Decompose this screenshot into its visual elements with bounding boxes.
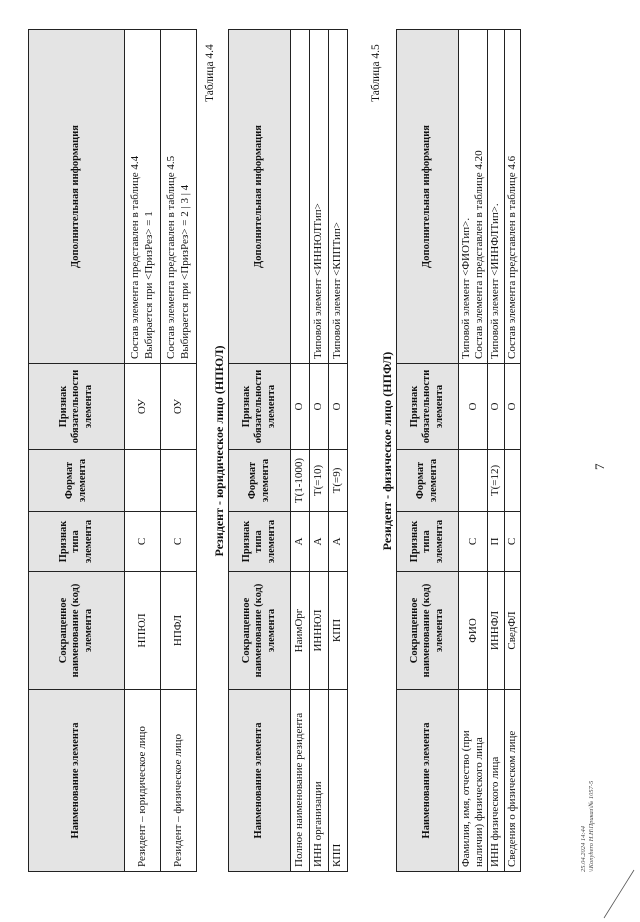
cell-type: С [459,512,488,572]
cell-format [459,450,488,512]
header-cell: Признак обязательности элемента [397,364,459,450]
table-row [329,30,348,872]
print-stamp [580,781,597,872]
table-label: Таблица 4.4 [204,44,216,102]
cell-format [504,450,520,512]
header-cell: Признак типа элемента [29,512,125,572]
cell-type: С [125,512,161,572]
cell-format: T(=10) [310,450,329,512]
table-row [310,30,329,872]
cell-format: T(1-1000) [291,450,310,512]
cell-required: ОУ [161,364,197,450]
table-row [504,30,520,872]
cell-type: А [310,512,329,572]
table-title: Резидент - юридическое лицо (НПЮЛ) [212,345,226,557]
header-cell: Признак обязательности элемента [29,364,125,450]
header-cell: Признак обязательности элемента [229,364,291,450]
cell-name: Фамилия, имя, отчество (при наличии) физического лица [459,690,488,872]
cell-format: T(=12) [488,450,504,512]
cell-info: Состав элемента представлен в таблице 4.6 [504,30,520,364]
page-number: 7 [592,463,607,470]
cell-required: О [310,364,329,450]
cell-required: О [329,364,348,450]
header-cell: Формат элемента [229,450,291,512]
table-resident-choice [28,29,197,872]
cell-type: П [488,512,504,572]
header-cell: Дополнительная информация [229,30,291,364]
cell-info: Типовой элемент <ИННЮЛТип> [310,30,329,364]
header-cell: Сокращенное наименование (код) элемента [229,572,291,690]
table-header-row [29,30,125,872]
cell-code: НПФЛ [161,572,197,690]
cell-required: О [488,364,504,450]
table-row [161,30,197,872]
cell-code: НаимОрг [291,572,310,690]
cell-type: А [291,512,310,572]
cell-format [125,450,161,512]
cell-format: T(=9) [329,450,348,512]
cell-name: Полное наименование резидента [291,690,310,872]
cell-info: Типовой элемент <ИННФЛТип>. [488,30,504,364]
header-cell: Дополнительная информация [29,30,125,364]
cell-name: Резидент – юридическое лицо [125,690,161,872]
cell-code: ФИО [459,572,488,690]
cell-name: Резидент – физическое лицо [161,690,197,872]
cell-code: НПЮЛ [125,572,161,690]
cell-code: ИННФЛ [488,572,504,690]
table-legal-entity [228,29,348,872]
cell-name: ИНН физического лица [488,690,504,872]
cell-required: О [504,364,520,450]
cell-info: Состав элемента представлен в таблице 4.4 Выбирается при <ПризРез> = 1 [125,30,161,364]
header-cell: Наименование элемента [29,690,125,872]
cell-name: КПП [329,690,348,872]
table-row [488,30,504,872]
stamp-datetime: 25.04.2024 14:44 [580,825,587,872]
table-label: Таблица 4.5 [370,44,382,102]
cell-code: ИННЮЛ [310,572,329,690]
header-cell: Наименование элемента [397,690,459,872]
cell-type: С [504,512,520,572]
cell-info [291,30,310,364]
table-header-row [229,30,291,872]
header-cell: Признак типа элемента [229,512,291,572]
header-cell: Формат элемента [29,450,125,512]
cell-code: КПП [329,572,348,690]
header-cell: Сокращенное наименование (код) элемента [29,572,125,690]
header-cell: Формат элемента [397,450,459,512]
table-individual [396,29,521,872]
table-title: Резидент - физическое лицо (НПФЛ) [380,351,394,551]
table-row [291,30,310,872]
cell-name: ИНН организации [310,690,329,872]
header-cell: Дополнительная информация [397,30,459,364]
scan-artifact-line [600,862,640,922]
cell-type: С [161,512,197,572]
cell-info: Типовой элемент <ФИОТип>. Состав элемента представлен в таблице 4.20 [459,30,488,364]
cell-code: СведФЛ [504,572,520,690]
header-cell: Наименование элемента [229,690,291,872]
stamp-path: \\Konyhero H.H\Приказ\№ 1057-5 [588,780,596,872]
cell-type: А [329,512,348,572]
cell-required: ОУ [125,364,161,450]
cell-info: Типовой элемент <КППТип> [329,30,348,364]
table-row [125,30,161,872]
table-row [459,30,488,872]
cell-required: О [459,364,488,450]
header-cell: Признак типа элемента [397,512,459,572]
cell-name: Сведения о физическом лице [504,690,520,872]
header-cell: Сокращенное наименование (код) элемента [397,572,459,690]
cell-format [161,450,197,512]
table-header-row [397,30,459,872]
cell-required: О [291,364,310,450]
cell-info: Состав элемента представлен в таблице 4.5 Выбирается при <ПризРез> = 2 | 3 | 4 [161,30,197,364]
